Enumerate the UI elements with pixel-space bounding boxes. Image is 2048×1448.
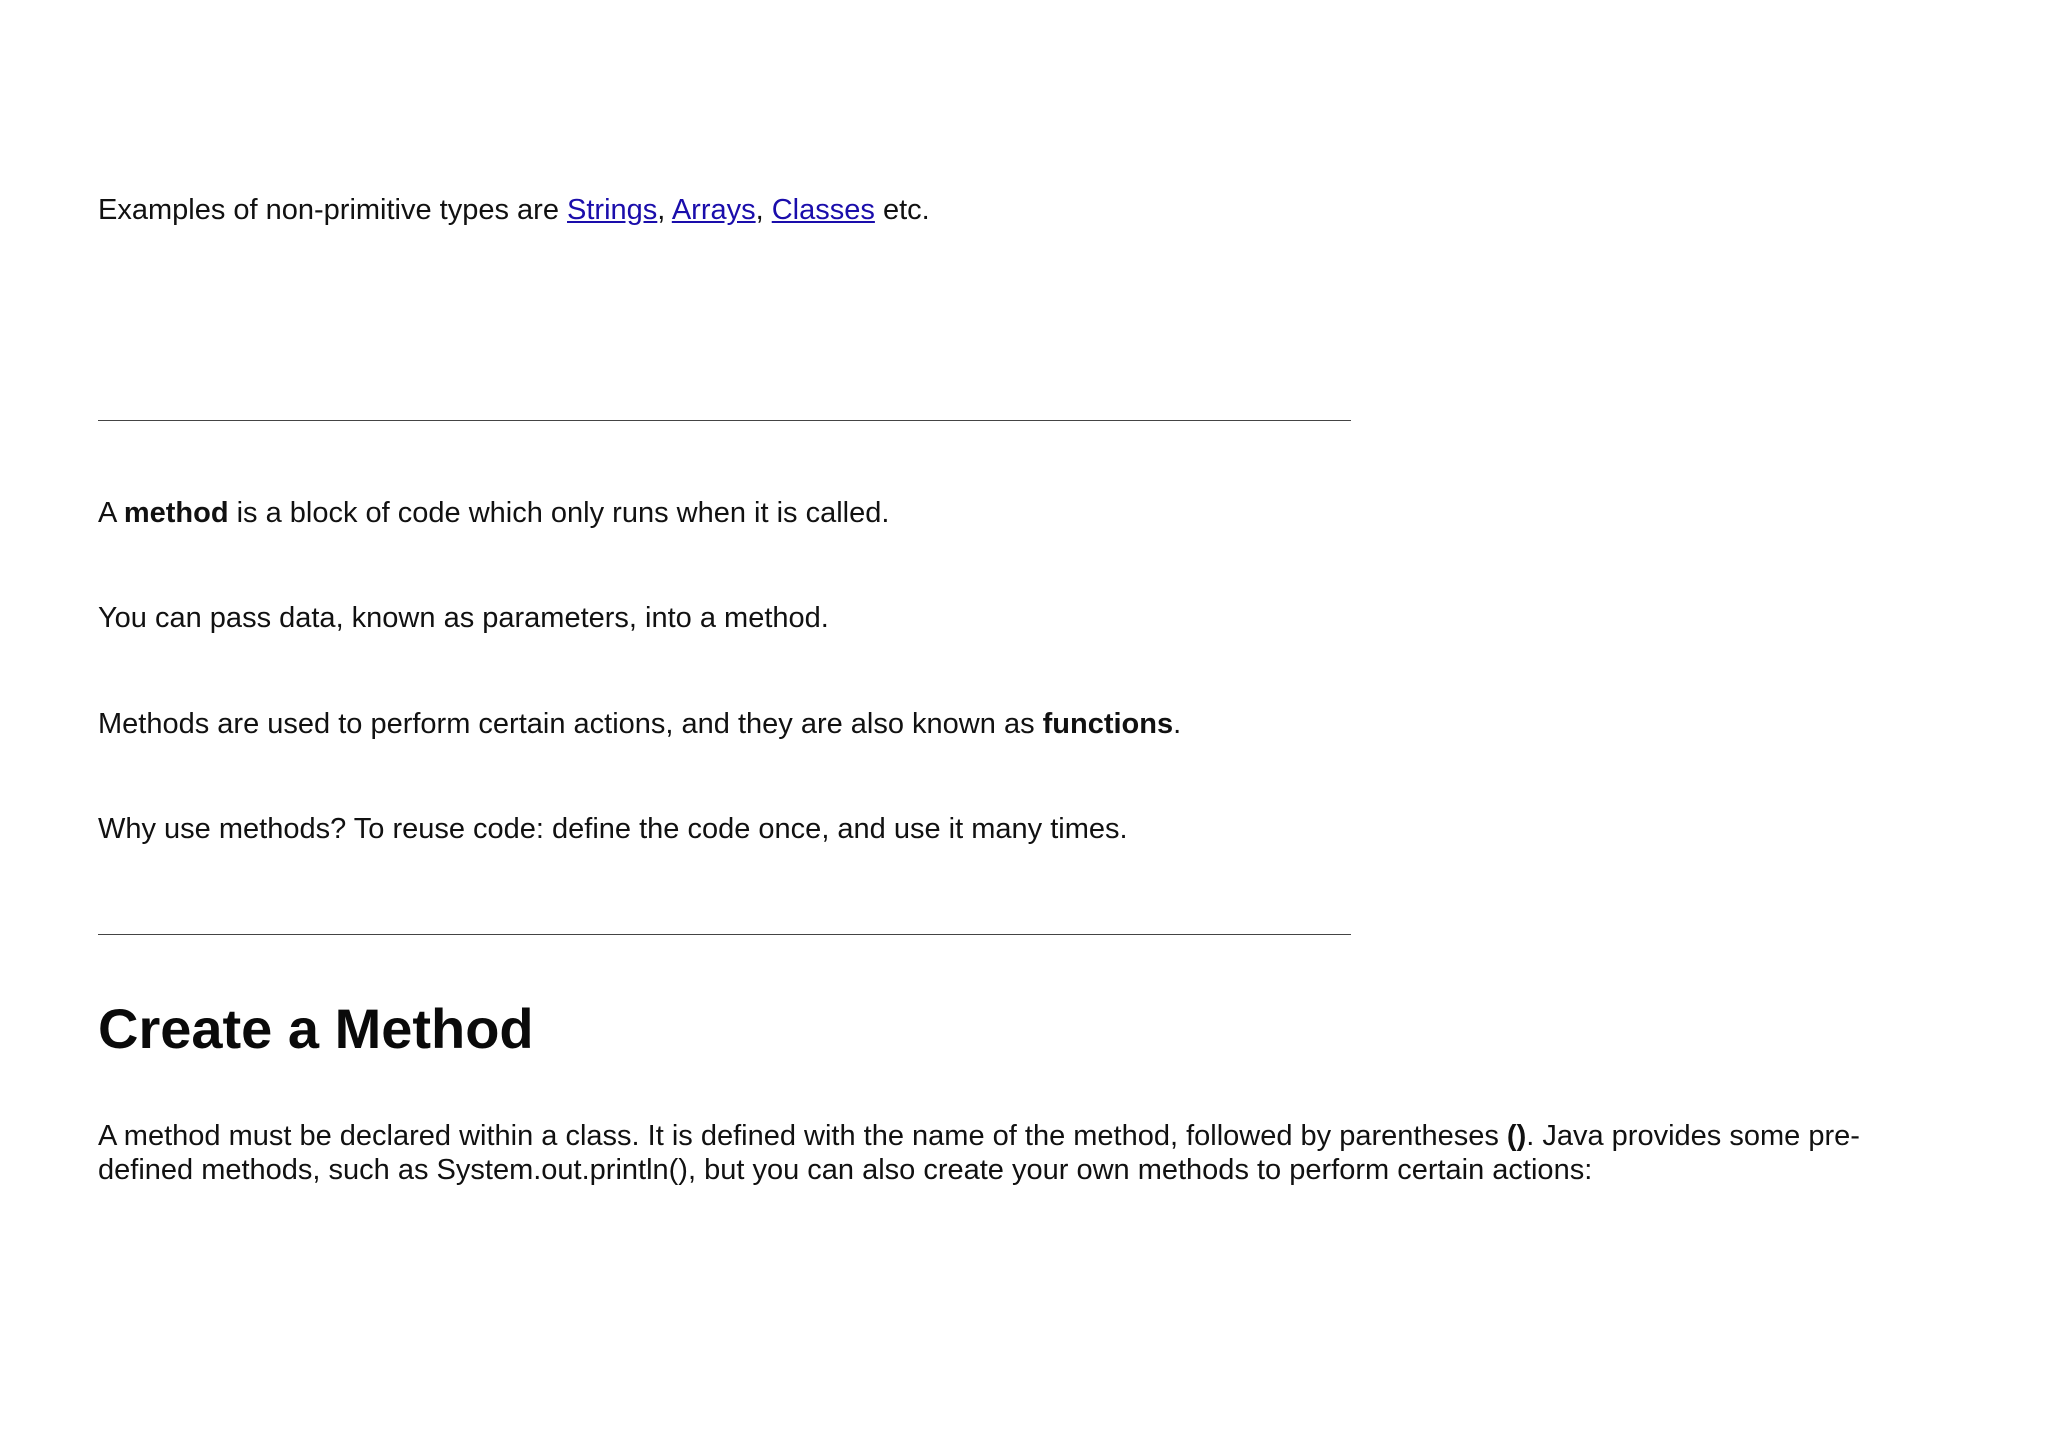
link-separator: , [755,194,772,226]
method-def-suffix: is a block of code which only runs when it is called. [228,497,890,529]
method-def-prefix: A [98,497,124,529]
classes-link[interactable]: Classes [771,194,875,226]
horizontal-divider [98,420,1351,421]
functions-paragraph [98,707,1181,741]
parameters-paragraph: You can pass data, known as parameters, into a method. [98,602,829,634]
intro-prefix: Examples of non-primitive types are [98,194,568,226]
horizontal-divider [98,934,1351,935]
create-method-prefix: A method must be declared within a class. It is defined with the name of the method, followed by parentheses [98,1120,1507,1152]
non-primitive-types-paragraph [98,193,930,227]
parentheses-term: () [1506,1120,1527,1152]
functions-def-suffix: . [1173,708,1182,740]
why-use-methods-paragraph: Why use methods? To reuse code: define the code once, and use it many times. [98,813,1128,845]
method-definition-paragraph [98,496,889,530]
create-method-suffix: . Java provides some pre-defined methods, such as System.out.println(), but you can also create your own methods to perform certain actions: [98,1120,1860,1186]
method-term: method [123,497,229,529]
create-method-heading: Create a Method [98,997,534,1060]
arrays-link[interactable]: Arrays [671,194,756,226]
link-separator: , [657,194,672,226]
functions-term: functions [1042,708,1174,740]
create-method-paragraph [98,1119,1898,1187]
intro-suffix: etc. [874,194,930,226]
functions-def-prefix: Methods are used to perform certain actions, and they are also known as [98,708,1043,740]
strings-link[interactable]: Strings [567,194,658,226]
